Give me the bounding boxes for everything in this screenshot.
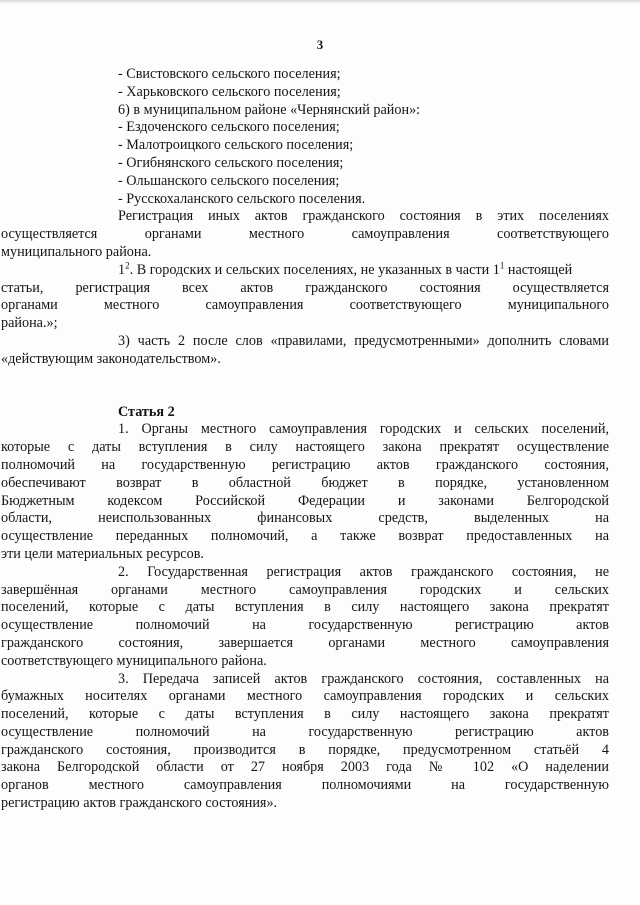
spacer	[118, 369, 609, 404]
list-item: - Ольшанского сельского поселения;	[118, 172, 340, 189]
paragraph-line: завершённая органами местного самоуправления городских и сельских	[1, 581, 609, 598]
paragraph-line: осуществление полномочий на государственную регистрацию актов	[1, 723, 609, 740]
paragraph-line: Бюджетным кодексом Российской Федерации и законами Белгородской	[1, 492, 609, 509]
clause-number: 1	[118, 261, 126, 278]
paragraph-line: «действующим законодательством».	[1, 350, 221, 367]
paragraph-line: регистрацию актов гражданского состояния».	[1, 795, 278, 812]
paragraph-text: . В городских и сельских поселениях, не указанных в части 1	[129, 261, 500, 278]
paragraph-line: осуществляется органами местного самоуправления соответствующего	[1, 226, 609, 243]
paragraph-line: гражданского состояния, завершается органами местного самоуправления	[1, 634, 609, 651]
scan-edge	[0, 0, 640, 3]
paragraph-line: которые с даты вступления в силу настоящего закона прекратят осуществление	[1, 439, 609, 456]
paragraph-line: эти цели материальных ресурсов.	[1, 545, 204, 562]
superscript: 2	[125, 260, 130, 271]
paragraph-line	[118, 262, 609, 280]
list-item: - Огибнянского сельского поселения;	[118, 154, 344, 171]
paragraph-line: поселений, которые с даты вступления в силу настоящего закона прекратят	[1, 706, 609, 723]
paragraph-text: настоящей	[504, 261, 573, 278]
paragraph-line: статьи, регистрация всех актов гражданского состояния осуществляется	[1, 279, 609, 296]
paragraph-line: района.»;	[1, 315, 58, 332]
paragraph-line: органами местного самоуправления соответствующего муниципального	[1, 297, 609, 314]
paragraph-line: 3. Передача записей актов гражданского состояния, составленных на	[118, 670, 609, 687]
list-item: - Свистовского сельского поселения;	[118, 66, 341, 82]
document-body	[1, 66, 609, 813]
list-item: - Харьковского сельского поселения;	[118, 83, 341, 100]
article-title: Статья 2	[118, 403, 175, 420]
list-item: - Малотроицкого сельского поселения;	[118, 137, 354, 154]
paragraph-line: 3) часть 2 после слов «правилами, предусмотренными» дополнить словами	[118, 332, 609, 349]
paragraph-line: Регистрация иных актов гражданского состояния в этих поселениях	[118, 208, 609, 225]
list-item: - Ездоченского сельского поселения;	[118, 119, 340, 136]
subsection-heading: 6) в муниципальном районе «Чернянский район»:	[118, 101, 421, 118]
paragraph-line: бумажных носителях органами местного самоуправления городских и сельских	[1, 688, 609, 705]
paragraph-line: полномочий на государственную регистрацию актов гражданского состояния,	[1, 456, 609, 473]
paragraph-line: органов местного самоуправления полномочиями на государственную	[1, 777, 609, 794]
superscript: 1	[499, 260, 505, 271]
paragraph-line: осуществление переданных полномочий, а также возврат предоставленных на	[1, 528, 609, 545]
paragraph-line: соответствующего муниципального района.	[1, 652, 267, 669]
paragraph-line: 2. Государственная регистрация актов гражданского состояния, не	[118, 563, 609, 580]
paragraph-line: закона Белгородской области от 27 ноября 2003 года № 102 «О наделении	[1, 759, 609, 776]
paragraph-line: области, неиспользованных финансовых средств, выделенных на	[1, 510, 609, 527]
paragraph-line: осуществление полномочий на государственную регистрацию актов	[1, 617, 609, 634]
page-number: 3	[316, 37, 324, 52]
paragraph-line: муниципального района.	[1, 243, 152, 260]
paragraph-line: обеспечивают возврат в областной бюджет в порядке, установленном	[1, 474, 609, 491]
paragraph-line: гражданского состояния, производится в порядке, предусмотренном статьёй 4	[1, 741, 609, 758]
paragraph-line: поселений, которые с даты вступления в силу настоящего закона прекратят	[1, 599, 609, 616]
paragraph-line: 1. Органы местного самоуправления городских и сельских поселений,	[118, 421, 609, 438]
list-item: - Русскохаланского сельского поселения.	[118, 190, 366, 207]
